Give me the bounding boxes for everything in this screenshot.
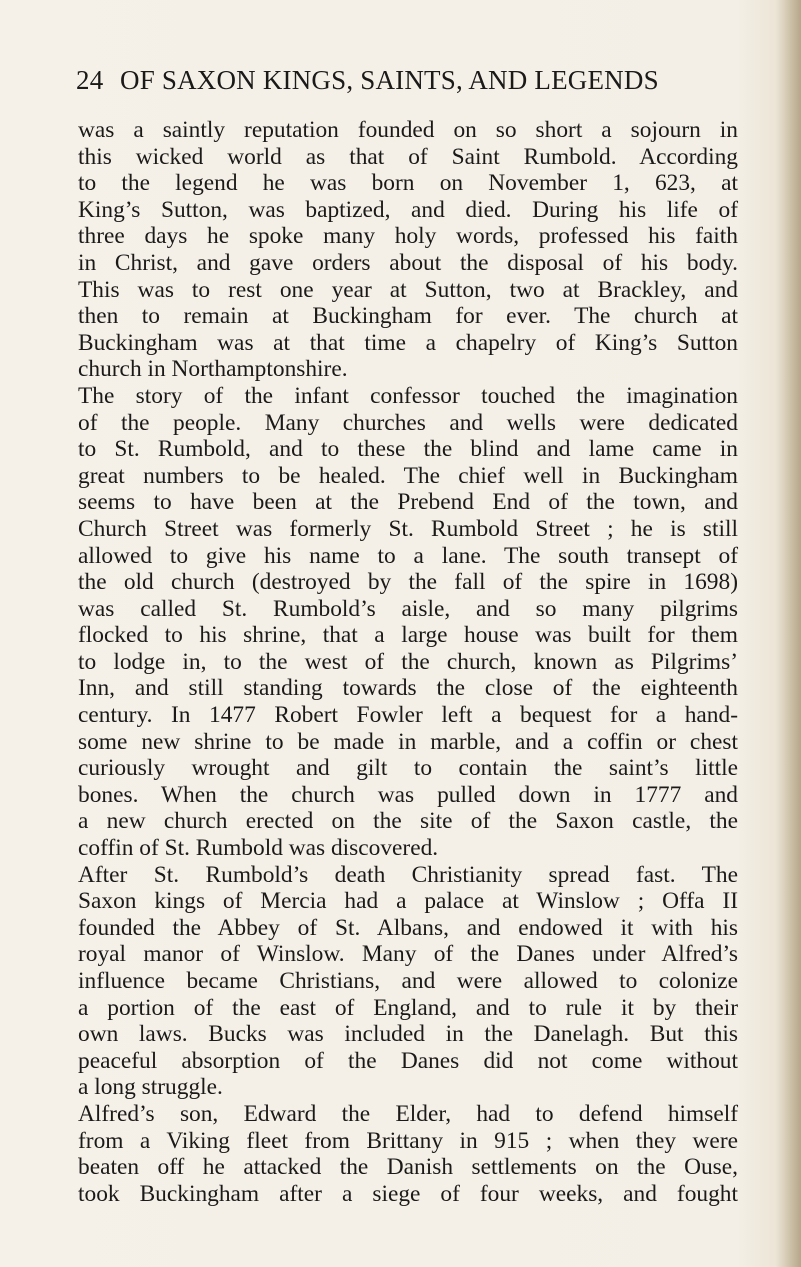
page-number: 24	[76, 65, 104, 95]
paragraph-1	[78, 117, 738, 383]
text-line: Saxon kings of Mercia had a palace at Winslow ; Offa II	[78, 888, 738, 915]
text-line: church in Northamptonshire.	[78, 356, 348, 383]
text-line: from a Viking fleet from Brittany in 915 ; when they were	[78, 1127, 738, 1154]
text-line: Inn, and still standing towards the close of the eighteenth	[78, 675, 738, 702]
text-line: coffin of St. Rumbold was discovered.	[78, 835, 439, 862]
running-header	[76, 64, 716, 96]
text-line: great numbers to be healed. The chief well in Buckingham	[78, 462, 738, 489]
text-line: century. In 1477 Robert Fowler left a bequest for a hand-	[78, 702, 738, 729]
text-line: After St. Rumbold’s death Christianity spread fast. The	[78, 861, 738, 888]
text-line: to St. Rumbold, and to these the blind and lame came in	[78, 436, 738, 463]
text-line: to lodge in, to the west of the church, known as Pilgrims’	[78, 648, 738, 675]
paragraph-4	[78, 1101, 738, 1207]
text-line: This was to rest one year at Sutton, two at Brackley, and	[78, 276, 738, 303]
text-line: beaten off he attacked the Danish settlements on the Ouse,	[78, 1154, 738, 1181]
body-text	[78, 117, 738, 1207]
text-line: this wicked world as that of Saint Rumbold. According	[78, 143, 738, 170]
text-line: founded the Abbey of St. Albans, and endowed it with his	[78, 914, 738, 941]
text-line: influence became Christians, and were allowed to colonize	[78, 968, 738, 994]
text-line: the old church (destroyed by the fall of the spire in 1698)	[78, 569, 738, 596]
text-line: was called St. Rumbold’s aisle, and so many pilgrims	[78, 595, 738, 622]
text-line: seems to have been at the Prebend End of the town, and	[78, 489, 738, 516]
text-line: a long struggle.	[78, 1074, 223, 1101]
text-line: allowed to give his name to a lane. The south transept of	[78, 542, 738, 569]
text-line: three days he spoke many holy words, professed his faith	[78, 223, 738, 250]
paragraph-2	[78, 383, 738, 862]
text-line: own laws. Bucks was included in the Danelagh. But this	[78, 1021, 738, 1048]
text-line: to the legend he was born on November 1, 623, at	[78, 170, 738, 197]
text-line: Church Street was formerly St. Rumbold Street ; he is still	[78, 515, 738, 542]
text-line: some new shrine to be made in marble, and a coffin or chest	[78, 728, 738, 755]
paragraph-3	[78, 862, 738, 1101]
text-line: King’s Sutton, was baptized, and died. During his life of	[78, 196, 738, 223]
text-line: then to remain at Buckingham for ever. The church at	[78, 303, 738, 330]
text-line: Buckingham was at that time a chapelry of King’s Sutton	[78, 329, 738, 356]
text-line: bones. When the church was pulled down in 1777 and	[78, 781, 738, 808]
text-line: took Buckingham after a siege of four weeks, and fought	[78, 1180, 738, 1207]
text-line: was a saintly reputation founded on so short a sojourn in	[78, 117, 738, 143]
text-line: royal manor of Winslow. Many of the Danes under Alfred’s	[78, 941, 738, 968]
text-line: Alfred’s son, Edward the Elder, had to defend himself	[78, 1100, 738, 1127]
running-title: OF SAXON KINGS, SAINTS, AND LEGENDS	[120, 65, 659, 95]
text-line: curiously wrought and gilt to contain the saint’s little	[78, 755, 738, 782]
text-line: of the people. Many churches and wells were dedicated	[78, 409, 738, 436]
text-line: a portion of the east of England, and to rule it by their	[78, 994, 738, 1021]
text-line: a new church erected on the site of the Saxon castle, the	[78, 808, 738, 835]
text-line: The story of the infant confessor touched the imagination	[78, 382, 738, 409]
text-line: in Christ, and gave orders about the disposal of his body.	[78, 249, 738, 276]
text-line: peaceful absorption of the Danes did not come without	[78, 1047, 738, 1074]
text-line: flocked to his shrine, that a large house was built for them	[78, 622, 738, 649]
page-edge-shadow	[775, 0, 801, 1267]
